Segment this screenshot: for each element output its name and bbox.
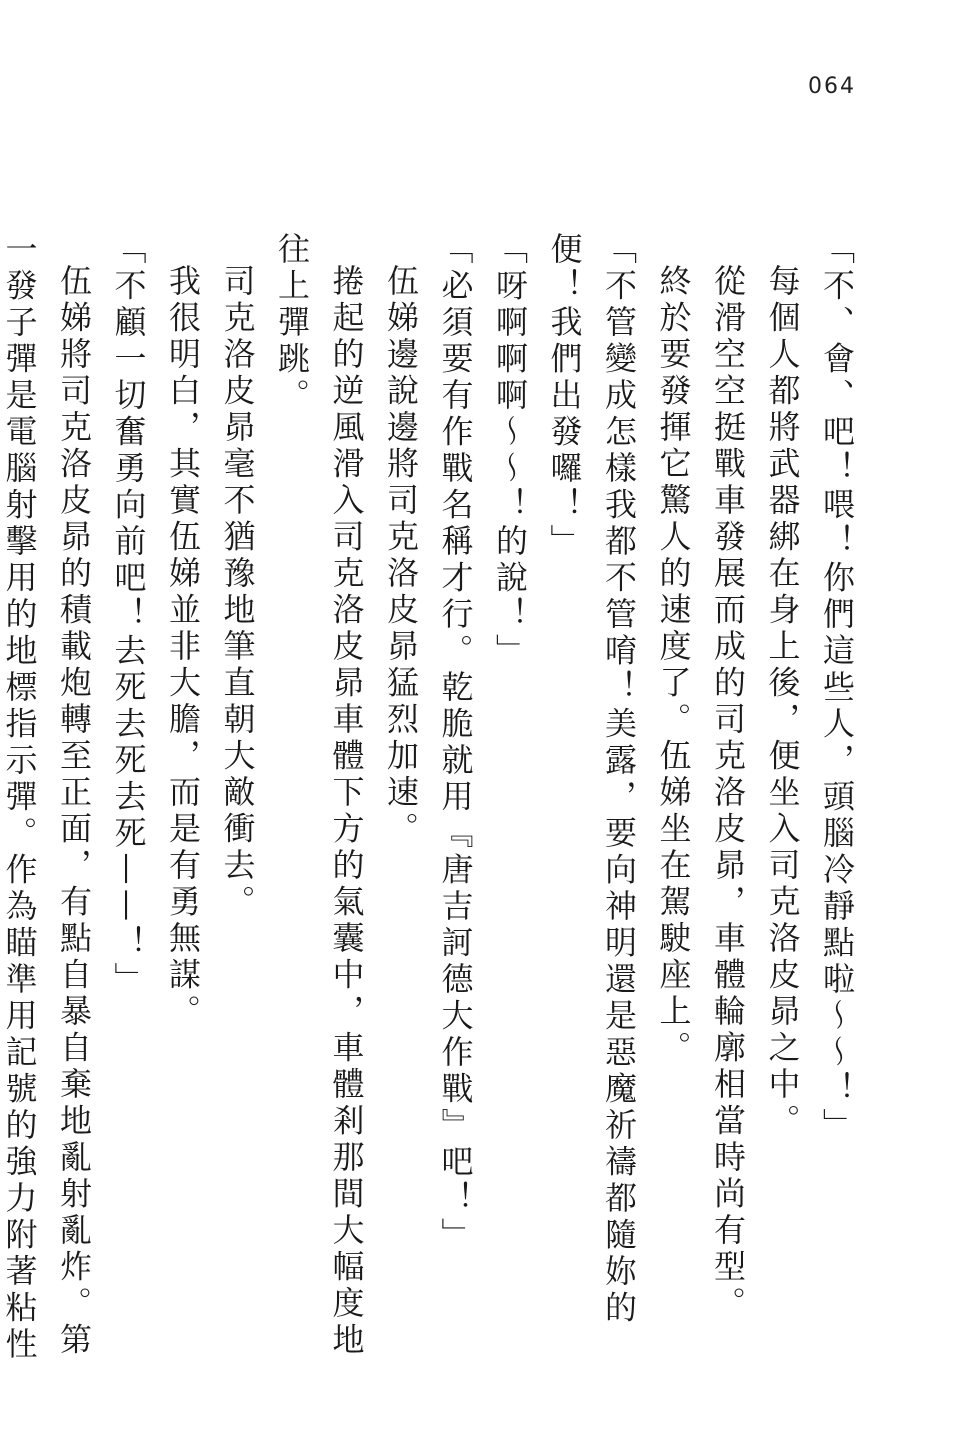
- paragraph: 「不顧一切奮勇向前吧！去死去死去死——！」: [109, 232, 148, 999]
- paragraph: 「呀啊啊啊～～！的說！」: [491, 232, 529, 670]
- body-text: [0, 232, 864, 1382]
- paragraph: 「必須要有作戰名稱才行。乾脆就用『唐吉訶德大作戰』吧！」: [436, 232, 475, 1254]
- paragraph: 從滑空空挺戰車發展而成的司克洛皮昴，車體輪廓相當時尚有型。: [709, 264, 747, 1323]
- paragraph: 捲起的逆風滑入司克洛皮昴車體下方的氣囊中，車體剎那間大幅度地往上彈跳。: [273, 232, 366, 1359]
- paragraph: 「不管變成怎樣我都不管唷！美露，要向神明還是惡魔祈禱都隨妳的便！我們出發囉！」: [545, 232, 638, 1327]
- paragraph: 「不、會、吧！喂！你們這些人，頭腦冷靜點啦～～！」: [818, 232, 856, 1145]
- paragraph: 每個人都將武器綁在身上後，便坐入司克洛皮昴之中。: [763, 264, 802, 1140]
- page-number: 064: [808, 74, 856, 99]
- paragraph: 司克洛皮昴毫不猶豫地筆直朝大敵衝去。: [218, 264, 257, 921]
- paragraph: 終於要發揮它驚人的速度了。伍娣坐在駕駛座上。: [654, 264, 693, 1067]
- paragraph: 伍娣邊說邊將司克洛皮昴猛烈加速。: [382, 264, 420, 848]
- paragraph: 我很明白，其實伍娣並非大膽，而是有勇無謀。: [164, 264, 202, 1031]
- paragraph: 伍娣將司克洛皮昴的積載炮轉至正面，有點自暴自棄地亂射亂炸。第一發子彈是電腦射擊用的地標指示彈。作為瞄準用記號的強力附著粘性: [0, 232, 93, 1364]
